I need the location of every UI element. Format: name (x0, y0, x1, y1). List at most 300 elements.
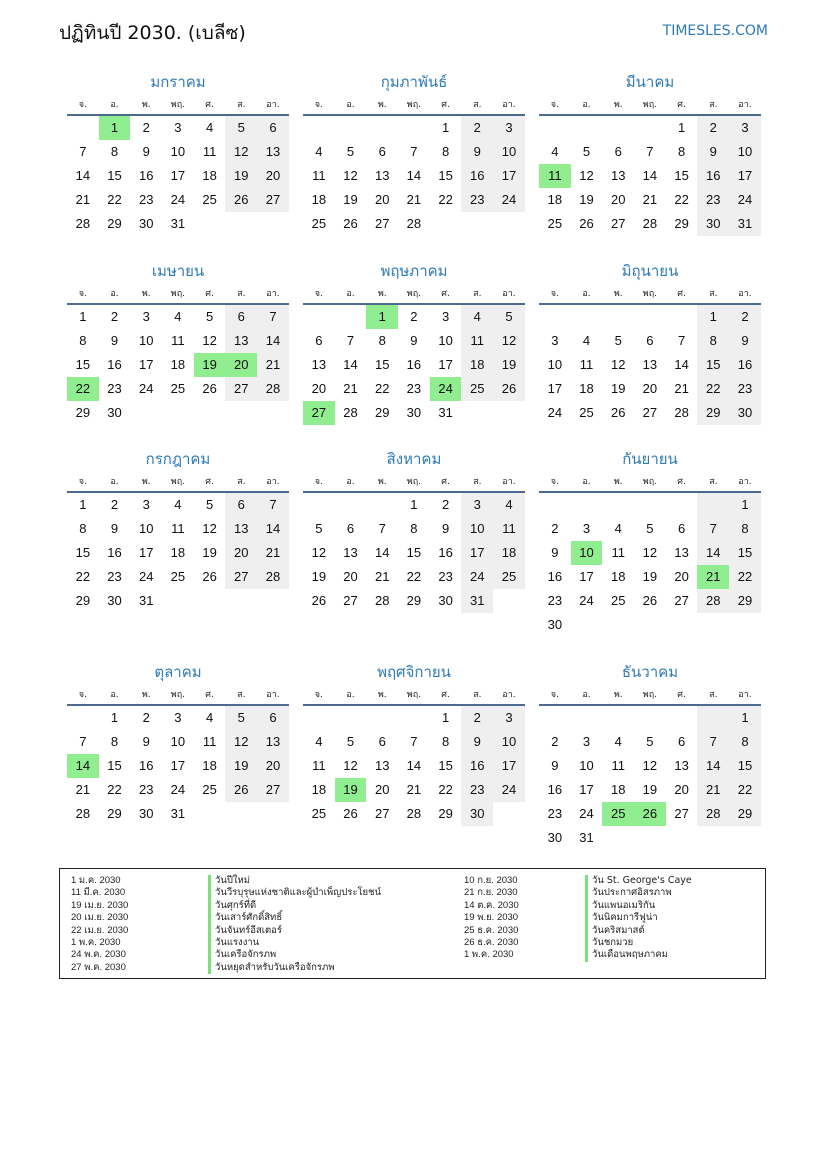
day-cell[interactable]: 6 (378, 734, 386, 749)
day-cell[interactable]: 14 (343, 357, 358, 372)
day-cell[interactable]: 24 (138, 569, 154, 584)
day-cell[interactable]: 28 (343, 405, 358, 420)
day-cell[interactable]: 4 (461, 305, 493, 329)
day-cell[interactable]: 17 (461, 541, 493, 565)
day-cell[interactable]: 29 (75, 593, 91, 608)
day-cell[interactable]: 3 (493, 706, 525, 730)
day-cell[interactable]: 10 (579, 758, 594, 773)
holiday-day-cell[interactable]: 1 (99, 116, 131, 140)
day-cell[interactable]: 23 (697, 188, 729, 212)
day-cell[interactable]: 12 (579, 168, 594, 183)
day-cell[interactable]: 7 (79, 144, 87, 159)
day-cell[interactable]: 17 (579, 569, 594, 584)
day-cell[interactable]: 18 (610, 569, 626, 584)
day-cell[interactable]: 5 (205, 497, 214, 512)
day-cell[interactable]: 25 (170, 381, 186, 396)
day-cell[interactable]: 15 (438, 168, 453, 183)
day-cell[interactable]: 18 (461, 353, 493, 377)
holiday-day-cell[interactable]: 10 (571, 541, 603, 565)
day-cell[interactable]: 18 (547, 192, 563, 207)
day-cell[interactable]: 9 (461, 140, 493, 164)
day-cell[interactable]: 11 (461, 329, 493, 353)
holiday-day-cell[interactable]: 20 (225, 353, 257, 377)
day-cell[interactable]: 25 (461, 377, 493, 401)
day-cell[interactable]: 23 (107, 381, 122, 396)
day-cell[interactable]: 1 (697, 305, 729, 329)
day-cell[interactable]: 13 (311, 357, 327, 372)
day-cell[interactable]: 13 (642, 357, 658, 372)
day-cell[interactable]: 21 (75, 192, 91, 207)
day-cell[interactable]: 18 (610, 782, 626, 797)
day-cell[interactable]: 12 (311, 545, 327, 560)
day-cell[interactable]: 23 (461, 188, 493, 212)
day-cell[interactable]: 7 (410, 144, 418, 159)
day-cell[interactable]: 26 (642, 593, 658, 608)
day-cell[interactable]: 19 (225, 754, 257, 778)
day-cell[interactable]: 22 (107, 192, 122, 207)
day-cell[interactable]: 14 (257, 517, 289, 541)
day-cell[interactable]: 6 (677, 521, 686, 536)
day-cell[interactable]: 28 (257, 377, 289, 401)
day-cell[interactable]: 28 (406, 806, 422, 821)
day-cell[interactable]: 28 (257, 565, 289, 589)
holiday-day-cell[interactable]: 1 (366, 305, 398, 329)
day-cell[interactable]: 1 (79, 497, 87, 512)
day-cell[interactable]: 12 (610, 357, 626, 372)
day-cell[interactable]: 13 (225, 329, 257, 353)
day-cell[interactable]: 6 (225, 305, 257, 329)
day-cell[interactable]: 4 (174, 497, 182, 512)
day-cell[interactable]: 28 (642, 216, 658, 231)
day-cell[interactable]: 30 (138, 806, 154, 821)
day-cell[interactable]: 16 (438, 545, 453, 560)
day-cell[interactable]: 25 (547, 216, 563, 231)
day-cell[interactable]: 2 (142, 120, 150, 135)
day-cell[interactable]: 25 (311, 216, 327, 231)
day-cell[interactable]: 17 (729, 164, 761, 188)
day-cell[interactable]: 26 (225, 778, 257, 802)
day-cell[interactable]: 11 (202, 144, 217, 159)
day-cell[interactable]: 3 (461, 493, 493, 517)
day-cell[interactable]: 28 (697, 802, 729, 826)
day-cell[interactable]: 19 (202, 545, 217, 560)
day-cell[interactable]: 17 (438, 357, 453, 372)
day-cell[interactable]: 9 (697, 140, 729, 164)
holiday-day-cell[interactable]: 19 (335, 778, 367, 802)
day-cell[interactable]: 8 (110, 144, 119, 159)
day-cell[interactable]: 9 (410, 333, 418, 348)
day-cell[interactable]: 20 (674, 569, 689, 584)
day-cell[interactable]: 16 (107, 545, 122, 560)
day-cell[interactable]: 15 (374, 357, 390, 372)
day-cell[interactable]: 22 (674, 192, 689, 207)
day-cell[interactable]: 16 (697, 164, 729, 188)
day-cell[interactable]: 15 (438, 758, 453, 773)
day-cell[interactable]: 18 (170, 357, 186, 372)
day-cell[interactable]: 13 (374, 758, 390, 773)
day-cell[interactable]: 25 (579, 405, 594, 420)
day-cell[interactable]: 25 (610, 593, 626, 608)
day-cell[interactable]: 8 (79, 521, 87, 536)
day-cell[interactable]: 22 (107, 782, 122, 797)
day-cell[interactable]: 16 (461, 164, 493, 188)
holiday-day-cell[interactable]: 25 (602, 802, 634, 826)
day-cell[interactable]: 2 (110, 497, 119, 512)
day-cell[interactable]: 9 (110, 521, 119, 536)
day-cell[interactable]: 1 (729, 493, 761, 517)
day-cell[interactable]: 22 (729, 778, 761, 802)
day-cell[interactable]: 9 (551, 545, 559, 560)
day-cell[interactable]: 17 (493, 164, 525, 188)
day-cell[interactable]: 26 (202, 569, 217, 584)
day-cell[interactable]: 26 (493, 377, 525, 401)
day-cell[interactable]: 19 (343, 192, 358, 207)
day-cell[interactable]: 24 (579, 806, 594, 821)
day-cell[interactable]: 27 (610, 216, 626, 231)
day-cell[interactable]: 18 (493, 541, 525, 565)
day-cell[interactable]: 4 (315, 734, 323, 749)
day-cell[interactable]: 7 (257, 305, 289, 329)
day-cell[interactable]: 5 (646, 521, 654, 536)
day-cell[interactable]: 27 (225, 377, 257, 401)
day-cell[interactable]: 7 (378, 521, 386, 536)
day-cell[interactable]: 10 (461, 517, 493, 541)
day-cell[interactable]: 6 (346, 521, 355, 536)
day-cell[interactable]: 10 (138, 521, 154, 536)
day-cell[interactable]: 6 (646, 333, 654, 348)
day-cell[interactable]: 5 (646, 734, 654, 749)
day-cell[interactable]: 8 (729, 517, 761, 541)
holiday-day-cell[interactable]: 19 (194, 353, 226, 377)
day-cell[interactable]: 8 (729, 730, 761, 754)
holiday-day-cell[interactable]: 26 (634, 802, 666, 826)
day-cell[interactable]: 15 (107, 758, 122, 773)
day-cell[interactable]: 28 (697, 589, 729, 613)
day-cell[interactable]: 27 (642, 405, 658, 420)
day-cell[interactable]: 31 (170, 216, 186, 231)
day-cell[interactable]: 27 (257, 188, 289, 212)
holiday-day-cell[interactable]: 14 (67, 754, 99, 778)
day-cell[interactable]: 10 (493, 730, 525, 754)
day-cell[interactable]: 8 (697, 329, 729, 353)
day-cell[interactable]: 10 (170, 734, 186, 749)
day-cell[interactable]: 1 (110, 710, 119, 725)
day-cell[interactable]: 1 (410, 497, 418, 512)
day-cell[interactable]: 1 (441, 710, 450, 725)
day-cell[interactable]: 27 (374, 806, 390, 821)
day-cell[interactable]: 26 (225, 188, 257, 212)
day-cell[interactable]: 11 (493, 517, 525, 541)
day-cell[interactable]: 11 (171, 521, 185, 536)
day-cell[interactable]: 2 (441, 497, 450, 512)
day-cell[interactable]: 9 (461, 730, 493, 754)
day-cell[interactable]: 6 (614, 144, 622, 159)
day-cell[interactable]: 27 (343, 593, 358, 608)
day-cell[interactable]: 16 (406, 357, 422, 372)
day-cell[interactable]: 4 (315, 144, 323, 159)
day-cell[interactable]: 15 (107, 168, 122, 183)
day-cell[interactable]: 26 (343, 806, 358, 821)
day-cell[interactable]: 18 (311, 192, 327, 207)
day-cell[interactable]: 7 (410, 734, 418, 749)
day-cell[interactable]: 27 (374, 216, 390, 231)
day-cell[interactable]: 23 (547, 593, 563, 608)
day-cell[interactable]: 6 (378, 144, 386, 159)
day-cell[interactable]: 15 (697, 353, 729, 377)
day-cell[interactable]: 9 (441, 521, 450, 536)
day-cell[interactable]: 31 (729, 212, 761, 236)
day-cell[interactable]: 11 (579, 357, 594, 372)
day-cell[interactable]: 20 (642, 381, 658, 396)
day-cell[interactable]: 28 (674, 405, 689, 420)
day-cell[interactable]: 24 (493, 188, 525, 212)
day-cell[interactable]: 24 (138, 381, 154, 396)
day-cell[interactable]: 29 (406, 593, 422, 608)
day-cell[interactable]: 29 (729, 589, 761, 613)
day-cell[interactable]: 4 (493, 493, 525, 517)
day-cell[interactable]: 25 (170, 569, 186, 584)
day-cell[interactable]: 31 (138, 593, 154, 608)
day-cell[interactable]: 30 (547, 617, 563, 632)
day-cell[interactable]: 19 (493, 353, 525, 377)
day-cell[interactable]: 4 (614, 521, 622, 536)
day-cell[interactable]: 16 (547, 782, 563, 797)
site-link[interactable]: TIMESLES.COM (662, 23, 768, 39)
day-cell[interactable]: 30 (729, 401, 761, 425)
day-cell[interactable]: 13 (674, 758, 689, 773)
day-cell[interactable]: 5 (225, 116, 257, 140)
day-cell[interactable]: 6 (677, 734, 686, 749)
day-cell[interactable]: 24 (461, 565, 493, 589)
day-cell[interactable]: 7 (646, 144, 654, 159)
day-cell[interactable]: 8 (79, 333, 87, 348)
day-cell[interactable]: 23 (138, 192, 154, 207)
day-cell[interactable]: 18 (311, 782, 327, 797)
day-cell[interactable]: 5 (315, 521, 323, 536)
day-cell[interactable]: 6 (257, 116, 289, 140)
day-cell[interactable]: 10 (138, 333, 154, 348)
day-cell[interactable]: 16 (729, 353, 761, 377)
day-cell[interactable]: 28 (406, 216, 422, 231)
day-cell[interactable]: 28 (75, 806, 91, 821)
day-cell[interactable]: 3 (142, 309, 150, 324)
day-cell[interactable]: 24 (493, 778, 525, 802)
holiday-day-cell[interactable]: 11 (539, 164, 571, 188)
day-cell[interactable]: 23 (107, 569, 122, 584)
day-cell[interactable]: 10 (493, 140, 525, 164)
day-cell[interactable]: 21 (75, 782, 91, 797)
day-cell[interactable]: 1 (79, 309, 87, 324)
day-cell[interactable]: 7 (697, 517, 729, 541)
day-cell[interactable]: 6 (257, 706, 289, 730)
day-cell[interactable]: 4 (614, 734, 622, 749)
day-cell[interactable]: 1 (677, 120, 686, 135)
day-cell[interactable]: 21 (257, 541, 289, 565)
day-cell[interactable]: 31 (461, 589, 493, 613)
day-cell[interactable]: 20 (311, 381, 327, 396)
day-cell[interactable]: 19 (642, 569, 658, 584)
day-cell[interactable]: 3 (142, 497, 150, 512)
day-cell[interactable]: 29 (75, 405, 91, 420)
day-cell[interactable]: 15 (75, 357, 91, 372)
day-cell[interactable]: 22 (406, 569, 422, 584)
day-cell[interactable]: 12 (202, 333, 217, 348)
day-cell[interactable]: 28 (374, 593, 390, 608)
day-cell[interactable]: 12 (642, 758, 658, 773)
day-cell[interactable]: 21 (406, 782, 422, 797)
day-cell[interactable]: 9 (729, 329, 761, 353)
day-cell[interactable]: 26 (579, 216, 594, 231)
day-cell[interactable]: 5 (614, 333, 622, 348)
day-cell[interactable]: 14 (374, 545, 390, 560)
day-cell[interactable]: 4 (205, 120, 214, 135)
day-cell[interactable]: 22 (438, 192, 453, 207)
day-cell[interactable]: 3 (174, 120, 182, 135)
day-cell[interactable]: 11 (202, 734, 217, 749)
day-cell[interactable]: 15 (75, 545, 91, 560)
day-cell[interactable]: 21 (406, 192, 422, 207)
day-cell[interactable]: 24 (579, 593, 594, 608)
day-cell[interactable]: 17 (170, 168, 186, 183)
day-cell[interactable]: 16 (138, 168, 154, 183)
day-cell[interactable]: 7 (257, 493, 289, 517)
day-cell[interactable]: 10 (729, 140, 761, 164)
holiday-day-cell[interactable]: 24 (430, 377, 462, 401)
day-cell[interactable]: 9 (110, 333, 119, 348)
day-cell[interactable]: 22 (75, 569, 91, 584)
day-cell[interactable]: 5 (225, 706, 257, 730)
day-cell[interactable]: 17 (579, 782, 594, 797)
day-cell[interactable]: 27 (225, 565, 257, 589)
day-cell[interactable]: 10 (170, 144, 186, 159)
day-cell[interactable]: 8 (677, 144, 686, 159)
day-cell[interactable]: 5 (205, 309, 214, 324)
day-cell[interactable]: 18 (202, 168, 217, 183)
day-cell[interactable]: 18 (170, 545, 186, 560)
day-cell[interactable]: 14 (406, 758, 422, 773)
day-cell[interactable]: 19 (642, 782, 658, 797)
day-cell[interactable]: 29 (438, 806, 453, 821)
day-cell[interactable]: 12 (642, 545, 658, 560)
day-cell[interactable]: 1 (729, 706, 761, 730)
day-cell[interactable]: 26 (311, 593, 327, 608)
holiday-day-cell[interactable]: 21 (697, 565, 729, 589)
day-cell[interactable]: 4 (582, 333, 591, 348)
day-cell[interactable]: 4 (551, 144, 559, 159)
day-cell[interactable]: 2 (551, 521, 559, 536)
day-cell[interactable]: 20 (674, 782, 689, 797)
day-cell[interactable]: 16 (547, 569, 563, 584)
day-cell[interactable]: 21 (642, 192, 658, 207)
day-cell[interactable]: 7 (677, 333, 686, 348)
day-cell[interactable]: 14 (75, 168, 91, 183)
day-cell[interactable]: 23 (438, 569, 453, 584)
day-cell[interactable]: 23 (729, 377, 761, 401)
day-cell[interactable]: 3 (582, 521, 591, 536)
day-cell[interactable]: 25 (202, 782, 217, 797)
day-cell[interactable]: 26 (610, 405, 626, 420)
day-cell[interactable]: 29 (107, 806, 122, 821)
day-cell[interactable]: 7 (346, 333, 355, 348)
day-cell[interactable]: 11 (312, 758, 326, 773)
day-cell[interactable]: 21 (697, 778, 729, 802)
day-cell[interactable]: 6 (225, 493, 257, 517)
day-cell[interactable]: 12 (225, 140, 257, 164)
day-cell[interactable]: 13 (343, 545, 358, 560)
day-cell[interactable]: 14 (674, 357, 689, 372)
day-cell[interactable]: 2 (142, 710, 150, 725)
day-cell[interactable]: 19 (610, 381, 626, 396)
day-cell[interactable]: 20 (257, 754, 289, 778)
day-cell[interactable]: 29 (107, 216, 122, 231)
day-cell[interactable]: 2 (697, 116, 729, 140)
day-cell[interactable]: 9 (142, 734, 150, 749)
day-cell[interactable]: 1 (441, 120, 450, 135)
day-cell[interactable]: 14 (642, 168, 658, 183)
day-cell[interactable]: 13 (257, 730, 289, 754)
day-cell[interactable]: 16 (107, 357, 122, 372)
day-cell[interactable]: 22 (697, 377, 729, 401)
day-cell[interactable]: 11 (312, 168, 326, 183)
day-cell[interactable]: 8 (410, 521, 418, 536)
day-cell[interactable]: 23 (406, 381, 422, 396)
day-cell[interactable]: 20 (374, 782, 390, 797)
day-cell[interactable]: 25 (311, 806, 327, 821)
day-cell[interactable]: 17 (138, 357, 154, 372)
day-cell[interactable]: 2 (461, 706, 493, 730)
day-cell[interactable]: 27 (674, 593, 689, 608)
day-cell[interactable]: 29 (674, 216, 689, 231)
day-cell[interactable]: 18 (579, 381, 594, 396)
day-cell[interactable]: 4 (205, 710, 214, 725)
day-cell[interactable]: 7 (697, 730, 729, 754)
day-cell[interactable]: 23 (138, 782, 154, 797)
day-cell[interactable]: 16 (138, 758, 154, 773)
day-cell[interactable]: 15 (674, 168, 689, 183)
day-cell[interactable]: 26 (343, 216, 358, 231)
day-cell[interactable]: 12 (202, 521, 217, 536)
day-cell[interactable]: 22 (438, 782, 453, 797)
day-cell[interactable]: 12 (343, 758, 358, 773)
day-cell[interactable]: 5 (582, 144, 591, 159)
day-cell[interactable]: 23 (547, 806, 563, 821)
day-cell[interactable]: 14 (697, 541, 729, 565)
day-cell[interactable]: 20 (610, 192, 626, 207)
day-cell[interactable]: 31 (438, 405, 453, 420)
day-cell[interactable]: 24 (547, 405, 563, 420)
day-cell[interactable]: 2 (551, 734, 559, 749)
day-cell[interactable]: 20 (225, 541, 257, 565)
day-cell[interactable]: 24 (729, 188, 761, 212)
day-cell[interactable]: 3 (493, 116, 525, 140)
day-cell[interactable]: 22 (374, 381, 390, 396)
day-cell[interactable]: 30 (107, 593, 122, 608)
day-cell[interactable]: 27 (674, 806, 689, 821)
day-cell[interactable]: 30 (547, 830, 563, 845)
day-cell[interactable]: 13 (225, 517, 257, 541)
day-cell[interactable]: 11 (611, 758, 625, 773)
day-cell[interactable]: 29 (697, 401, 729, 425)
day-cell[interactable]: 8 (378, 333, 386, 348)
day-cell[interactable]: 17 (493, 754, 525, 778)
day-cell[interactable]: 18 (202, 758, 217, 773)
day-cell[interactable]: 13 (257, 140, 289, 164)
day-cell[interactable]: 8 (441, 144, 450, 159)
day-cell[interactable]: 9 (142, 144, 150, 159)
day-cell[interactable]: 6 (315, 333, 323, 348)
day-cell[interactable]: 24 (170, 782, 186, 797)
day-cell[interactable]: 7 (79, 734, 87, 749)
